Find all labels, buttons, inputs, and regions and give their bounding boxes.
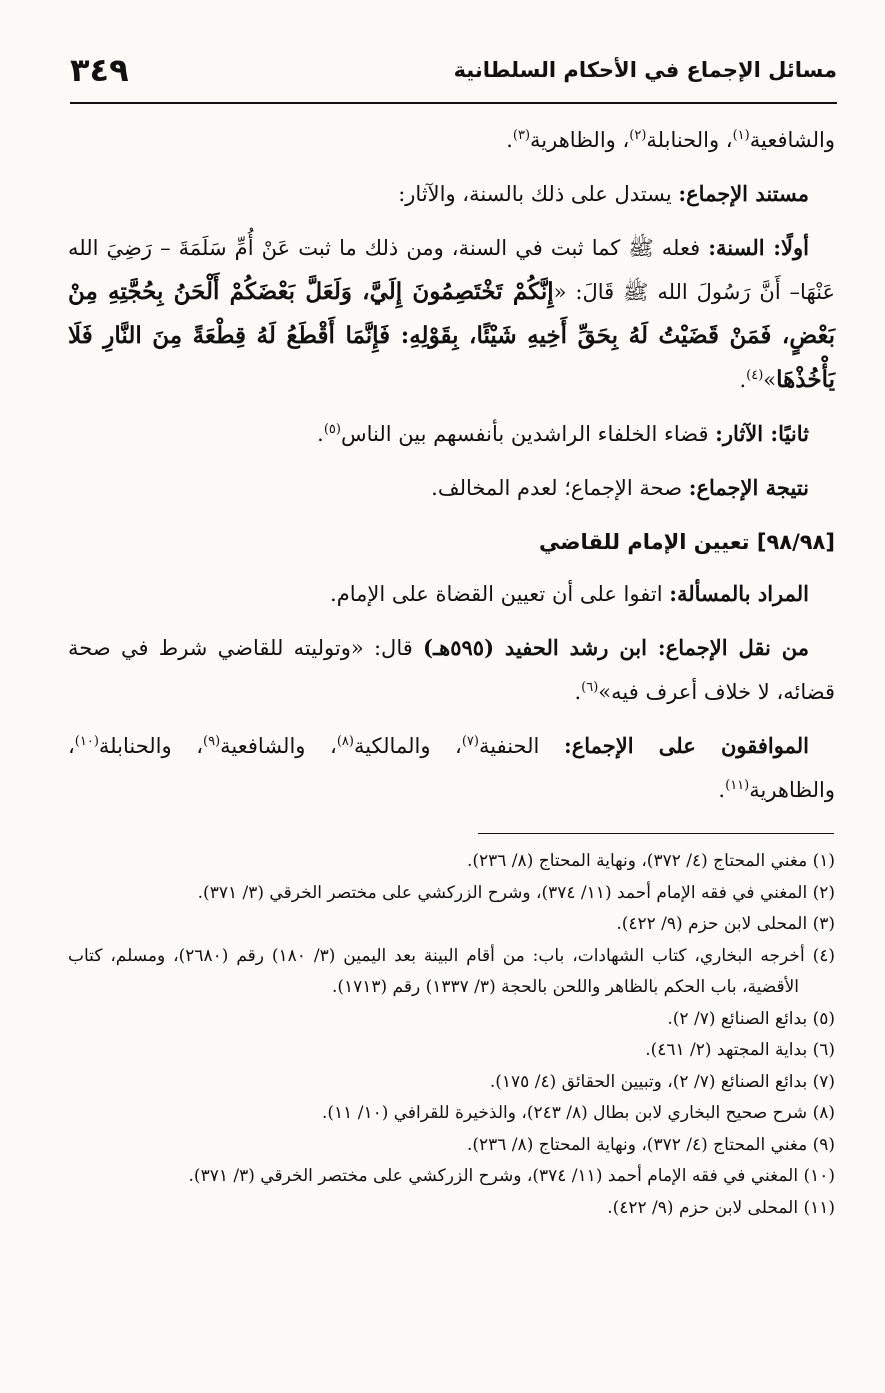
- paragraph-schools: والشافعية$^{(١)}$، والحنابلة$^{(٢)}$، والظاهرية$^{(٣)}$.: [506, 128, 835, 152]
- footnote-item: (٧) بدائع الصنائع (٧/ ٢)، وتبيين الحقائق (٤/ ١٧٥).: [489, 1071, 835, 1092]
- paragraph-transmitter: من نقل الإجماع: ابن رشد الحفيد (٥٩٥هـ) قال: «وتوليته للقاضي شرط في صحة قضائه، لا خلاف أعرف فيه»$^{(٦)}$.: [68, 635, 835, 704]
- footnote-item: (٨) شرح صحيح البخاري لابن بطال (٨/ ٢٤٣)، والذخيرة للقرافي (١٠/ ١١).: [322, 1103, 835, 1123]
- footnote-separator: [478, 833, 834, 834]
- label-athar: ثانيًا: الآثار:: [715, 421, 809, 446]
- footnote-ref: (٢): [629, 128, 647, 143]
- label-result: نتيجة الإجماع:: [688, 475, 809, 500]
- footnote-item: (٩) مغني المحتاج (٤/ ٣٧٢)، ونهاية المحتاج (٨/ ٢٣٦).: [466, 1134, 835, 1155]
- label-transmitter: من نقل الإجماع: ابن رشد الحفيد (٥٩٥هـ): [423, 635, 809, 660]
- page-header: [70, 50, 837, 98]
- header-rule: [70, 102, 837, 104]
- footnote-ref: (٧): [461, 734, 479, 749]
- footnote-item: (١١) المحلى لابن حزم (٩/ ٤٢٢).: [607, 1197, 835, 1218]
- label-agreeing: الموافقون على الإجماع:: [563, 733, 809, 758]
- paragraph-agreeing: الموافقون على الإجماع: الحنفية$^{(٧)}$، والمالكية$^{(٨)}$، والشافعية$^{(٩)}$، والحنابلة$^{(١٠)}$، والظاهرية$^{(١١)}$.: [68, 733, 835, 802]
- footnote-ref: (١٠): [74, 734, 99, 749]
- footnote-item: (٤) أخرجه البخاري، كتاب الشهادات، باب: من أقام البينة بعد اليمين (٣/ ١٨٠) رقم (٢٦٨٠)، ومسلم، كتاب الأقضية، باب الحكم بالظاهر واللحن بالحجة (٣/ ١٣٣٧) رقم (١٧١٣).: [68, 945, 835, 997]
- footnote-ref: (٩): [203, 734, 221, 749]
- footnotes: [68, 846, 835, 1224]
- footnote-ref: (٤): [746, 368, 764, 383]
- paragraph-basis: مستند الإجماع: يستدل على ذلك بالسنة، والآثار:: [398, 181, 809, 206]
- footnote-item: (٥) بدائع الصنائع (٧/ ٢).: [667, 1008, 835, 1029]
- footnote-ref: (٣): [512, 128, 531, 143]
- footnote-ref: (٨): [336, 734, 354, 749]
- main-text: [68, 118, 835, 822]
- footnote-item: (١) مغني المحتاج (٤/ ٣٧٢)، ونهاية المحتاج (٨/ ٢٣٦).: [466, 851, 835, 871]
- running-title: مسائل الإجماع في الأحكام السلطانية: [453, 58, 837, 82]
- footnote-item: (٢) المغني في فقه الإمام أحمد (١١/ ٣٧٤)، وشرح الزركشي على مختصر الخرقي (٣/ ٣٧١).: [197, 882, 835, 903]
- footnote-ref: (٦): [581, 680, 599, 695]
- label-meaning: المراد بالمسألة:: [669, 581, 809, 606]
- paragraph-result: نتيجة الإجماع: صحة الإجماع؛ لعدم المخالف.: [431, 475, 809, 500]
- footnote-ref: (١): [732, 128, 750, 143]
- footnote-item: (٣) المحلى لابن حزم (٩/ ٤٢٢).: [616, 914, 835, 934]
- page-number: ٣٤٩: [70, 51, 129, 89]
- footnote-item: (٦) بداية المجتهد (٢/ ٤٦١).: [645, 1040, 835, 1060]
- paragraph-athar: ثانيًا: الآثار: قضاء الخلفاء الراشدين بأنفسهم بين الناس$^{(٥)}$.: [317, 421, 809, 446]
- label-basis: مستند الإجماع:: [678, 181, 809, 206]
- footnote-ref: (١١): [725, 778, 750, 793]
- label-sunnah: أولًا: السنة:: [708, 235, 809, 260]
- section-heading: [٩٨/٩٨] تعيين الإمام للقاضي: [539, 530, 835, 554]
- hadith-text: إِنَّكُمْ تَخْتَصِمُونَ إِلَيَّ، وَلَعَلَّ بَعْضَكُمْ أَلْحَنُ بِحُجَّتِهِ مِنْ بَعْضٍ، فَمَنْ قَضَيْتُ لَهُ بِحَقِّ أَخِيهِ شَيْئًا، بِقَوْلِهِ: فَإِنَّمَا أَقْطَعُ لَهُ قِطْعَةً مِنَ النَّارِ فَلَا يَأْخُذْهَا: [68, 278, 835, 393]
- footnote-item: (١٠) المغني في فقه الإمام أحمد (١١/ ٣٧٤)، وشرح الزركشي على مختصر الخرقي (٣/ ٣٧١).: [188, 1166, 835, 1186]
- paragraph-sunnah: أولًا: السنة: فعله ﷺ كما ثبت في السنة، ومن ذلك ما ثبت عَنْ أُمِّ سَلَمَةَ – رَضِيَ الله عَنْهَا– أَنَّ رَسُولَ الله ﷺ قَالَ: «إِنَّكُمْ تَخْتَصِمُونَ إِلَيَّ، وَلَعَلَّ بَعْضَكُمْ أَلْحَنُ بِحُجَّتِهِ مِنْ بَعْضٍ، فَمَنْ قَضَيْتُ لَهُ بِحَقِّ أَخِيهِ شَيْئًا، بِقَوْلِهِ: فَإِنَّمَا أَقْطَعُ لَهُ قِطْعَةً مِنَ النَّارِ فَلَا يَأْخُذْهَا»$^{(٤)}$.: [68, 235, 836, 393]
- footnote-ref: (٥): [323, 422, 341, 437]
- paragraph-meaning: المراد بالمسألة: اتفوا على أن تعيين القضاة على الإمام.: [330, 581, 809, 606]
